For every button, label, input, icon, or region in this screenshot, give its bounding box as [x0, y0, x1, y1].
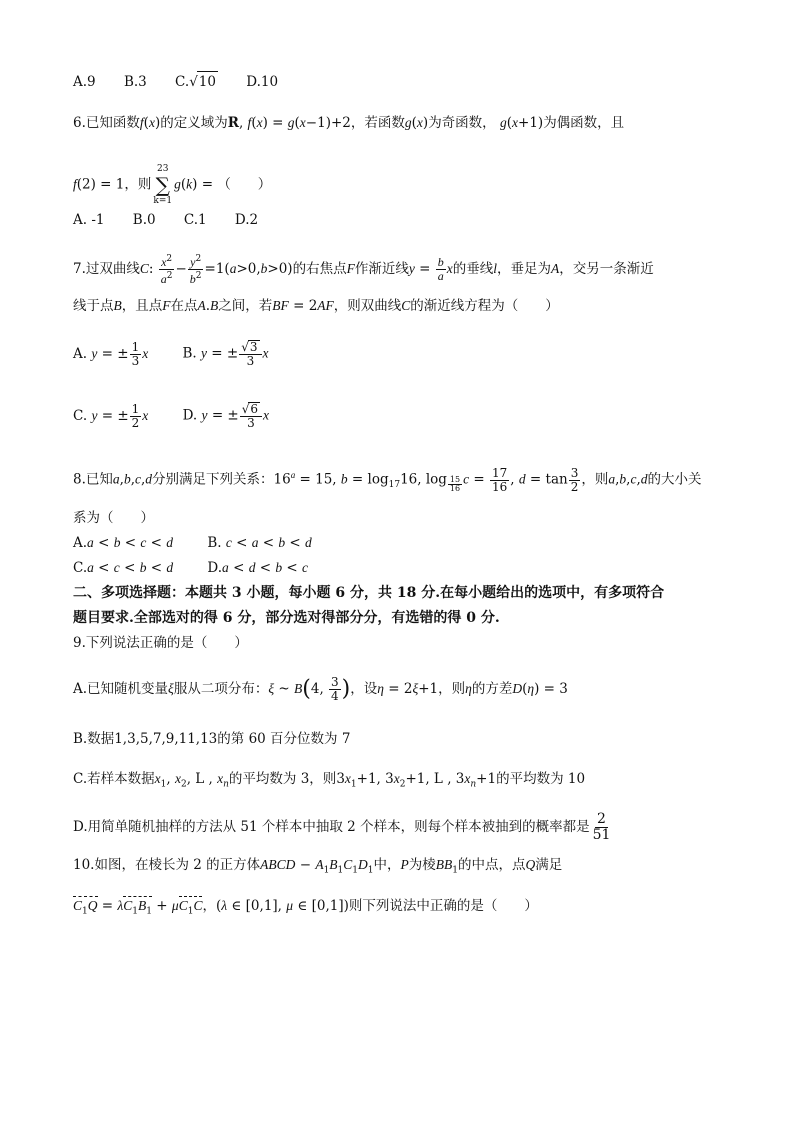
q9-stem: 9.下列说法正确的是（ ）: [73, 635, 248, 651]
q8-options-ab: [73, 533, 336, 553]
q7-option-a: A. y = ± $\frac{1}{3}$ x: [73, 339, 149, 368]
q7-options-cd: [73, 402, 293, 430]
q7-option-b: B. y = ± $\frac{√3}{3}$ x: [182, 340, 269, 368]
q7-stem-line2: 线于点B，且点F在点A.B之间，若BF = 2AF，则双曲线C的渐近线方程为（ ）: [73, 298, 559, 314]
section-2-heading-line1: 二、多项选择题：本题共 3 小题，每小题 6 分，共 18 分.在每小题给出的选项中，有多项符合: [73, 585, 665, 601]
q8-option-a: A.a < b < c < d: [73, 535, 174, 551]
q6-option-a: A. -1: [73, 212, 105, 228]
q7-option-c: C. y = ± $\frac{1}{2}$ x: [73, 401, 149, 430]
q8-stem-line2: 系为（ ）: [73, 510, 154, 526]
q6-options: [73, 210, 282, 230]
q7-stem-line1: 7.过双曲线C: $\frac{x^2}{a^2}$ − $\frac{y^2}{b^2}$ =1(a>0,b>0)的右焦点F作渐近线y = $\frac{b}{a}$ x的垂线l，垂足为A，交另一条渐近: [73, 254, 654, 286]
q5-option-b: B.3: [123, 74, 147, 90]
q6-stem-line1: 6.已知函数f(x)的定义域为R, f(x) = g(x−1)+2，若函数g(x)为奇函数， g(x+1)为偶函数，且: [73, 115, 625, 131]
q9-option-b: B.数据1,3,5,7,9,11,13的第 60 百分位数为 7: [73, 731, 351, 747]
q5-option-c: C.√10: [175, 71, 218, 92]
q6-option-b: B.0: [132, 212, 156, 228]
q5-option-a: A.9: [73, 74, 96, 90]
q7-option-d: D. y = ± $\frac{√6}{3}$ x: [182, 402, 270, 430]
q6-option-d: D.2: [234, 212, 259, 228]
summation: 23 ∑ k=1: [153, 164, 173, 206]
q8-option-b: B. c < a < b < d: [207, 535, 312, 551]
q6-option-c: C.1: [183, 212, 207, 228]
q8-option-c: C.a < c < b < d: [73, 560, 174, 576]
q9-option-a: A.已知随机变量ξ服从二项分布：ξ ~ B(4, $\frac{3}{4}$ )，设η = 2ξ+1，则η的方差D(η) = 3: [73, 675, 568, 703]
q9-option-c: C.若样本数据$x_1$, $x_2$, L , $x_n$的平均数为 3，则$3x_1+1$, $3x_2+1$, L , $3x_n+1$的平均数为 10: [73, 771, 586, 790]
q5-option-d: D.10: [246, 74, 279, 90]
q9-option-d: D.用简单随机抽样的方法从 51 个样本中抽取 2 个样本，则每个样本被抽到的概率都是 $\frac{2}{51}$: [73, 811, 611, 843]
q10-stem-line1: 10.如图，在棱长为 2 的正方体ABCD − $A_1B_1C_1D_1$中，P为棱$BB_1$的中点，点Q满足: [73, 857, 563, 876]
q8-option-d: D.a < d < b < c: [207, 560, 309, 576]
section-2-heading-line2: 题目要求.全部选对的得 6 分，部分选对得部分分，有选错的得 0 分.: [73, 610, 500, 626]
q10-stem-line2: $C_1Q = \lambda C_1B_1 + \mu C_1C$，(λ ∈ [0,1], μ ∈ [0,1])则下列说法中正确的是（ ）: [73, 896, 538, 920]
q5-options: [73, 71, 302, 92]
q6-stem-line2: f(2) = 1，则 23 ∑ k=1 g(k) = （ ）: [73, 164, 272, 206]
q8-options-cd: [73, 558, 332, 578]
q7-options-ab: [73, 340, 293, 368]
q8-stem-line1: 8.已知a,b,c,d分别满足下列关系：$16^a = 15$, $b = \log_{17}16$, log $_{\frac{15}{16}}$ c = $\frac{17}{16}$ , d = tan $\frac{3}{2}$ ，则a,b,c,d的大小关: [73, 465, 702, 494]
